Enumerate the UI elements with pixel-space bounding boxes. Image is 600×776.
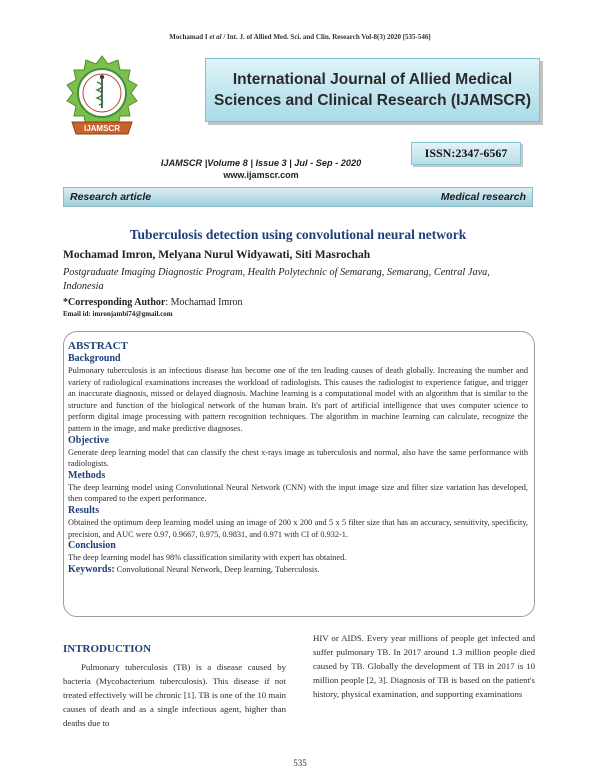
introduction-paragraph-right: HIV or AIDS. Every year millions of people get infected and suffer pulmonary TB. In 2017 around 1.3 million people died caused by TB. Globally the development of TB in 2017 is 10 million people [2, 3]. Diagnosis of TB is based on the patient's history, physical examination, and supporting examinations — [313, 633, 535, 699]
journal-url[interactable]: www.ijamscr.com — [223, 170, 299, 180]
conclusion-heading: Conclusion — [68, 540, 116, 552]
journal-title-banner — [205, 58, 540, 122]
article-type-bar — [63, 187, 533, 207]
issn-badge: ISSN:2347-6567 — [411, 142, 521, 165]
methods-heading: Methods — [68, 469, 106, 481]
introduction-heading: INTRODUCTION — [63, 643, 152, 655]
keywords: Keywords: Convolutional Neural Network, Deep learning, Tuberculosis. — [68, 563, 320, 575]
article-title: Tuberculosis detection using convolutional neural network — [129, 227, 467, 242]
results-heading: Results — [68, 504, 100, 516]
introduction-paragraph-left: Pulmonary tuberculosis (TB) is a disease caused by bacteria (Mycobacterium tuberculosis). This disease if not treated effectively will be chronic [1]. TB is one of the 10 main causes of death and as a single infectious agent, higher than deaths due to — [63, 662, 286, 728]
journal-logo — [62, 52, 142, 144]
objective-text: Generate deep learning model that can classify the chest x-rays image as tuberculosis and normal, also have the same performance with radiologists. — [68, 447, 528, 469]
corresponding-author: *Corresponding Author: Mochamad Imron — [63, 297, 243, 308]
left-column — [63, 643, 286, 730]
article-category-label: Medical research — [440, 191, 526, 203]
author-affiliation: Postgraduate Imaging Diagnostic Program, Health Polytechnic of Semarang, Semarang, Central Java, Indonesia — [63, 267, 490, 292]
svg-text:IJAMSCR: IJAMSCR — [83, 124, 121, 133]
abstract-title: ABSTRACT — [68, 340, 128, 352]
page-number: 535 — [293, 758, 307, 768]
running-head: Mochamad I et al / Int. J. of Allied Med. Sci. and Clin. Research Vol-8(3) 2020 [535-546] — [169, 33, 431, 41]
article-type-label: Research article — [70, 191, 152, 203]
issue-info: IJAMSCR |Volume 8 | Issue 3 | Jul - Sep - 2020 — [160, 158, 362, 168]
author-email[interactable]: Email id: imronjambi74@gmail.com — [63, 310, 173, 318]
objective-heading: Objective — [68, 434, 110, 446]
methods-text: The deep learning model using Convolutional Neural Network (CNN) with the input image size and filter size variation has developed, then compared to the expert performance. — [68, 482, 528, 504]
background-heading: Background — [68, 353, 121, 364]
right-column — [313, 631, 535, 701]
abstract-box — [63, 331, 535, 617]
journal-name: International Journal of Allied Medical Sciences and Clinical Research (IJAMSCR) — [213, 71, 531, 109]
background-text: Pulmonary tuberculosis is an infectious disease has become one of the ten leading causes of death globally. Increasing the number and variety of radiological examinations increases the workload of radiologists. This causes the radiologist to experience fatigue, and trigger an inaccurate diagnosis, missed or delayed diagnosis. Machine learning is a computational model with an algorithm that is similar to the structure and function of the biological network of the human brain. It's part of artificial intelligence that uses computer science to perform digital image processing with pattern recognition techniques. The algorithm in machine learning can calculate, recognize the pattern in the image, and make predictive diagnoses. — [68, 366, 528, 433]
author-list: Mochamad Imron, Melyana Nurul Widyawati, Siti Masrochah — [63, 249, 371, 261]
conclusion-text: The deep learning model has 98% classification similarity with expert has obtained. — [68, 553, 347, 563]
results-text: Obtained the optimum deep learning model using an image of 200 x 200 and 5 x 5 filter size that has an accuracy, sensitivity, specificity, precision, and AUC were 0.97, 0.9667, 0.975, 0.9831, and 0.971 with CI of 0.932-1. — [68, 517, 528, 539]
